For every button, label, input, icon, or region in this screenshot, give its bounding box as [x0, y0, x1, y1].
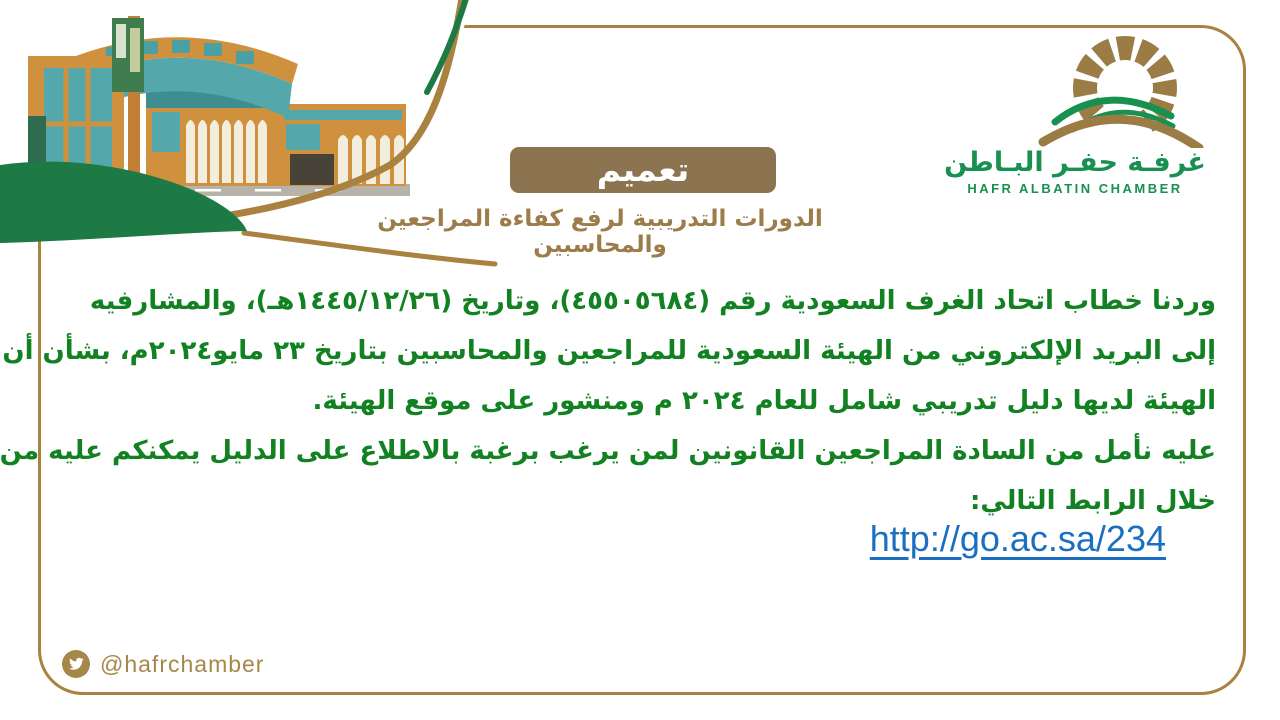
guide-link[interactable]: http://go.ac.sa/234 [869, 518, 1166, 559]
circular-subject: الدورات التدريبية لرفع كفاءة المراجعين والمحاسبين [377, 206, 823, 258]
twitter-handle: @hafrchamber [100, 650, 265, 677]
body-line: خلال الرابط التالي: [969, 486, 1216, 516]
body-line: الهيئة لديها دليل تدريبي شامل للعام ٢٠٢٤ م ومنشور على موقع الهيئة. [312, 386, 1216, 416]
logo-name-arabic: غرفـة حفـر البـاطن [944, 147, 1206, 178]
gear-dunes-emblem-icon [915, 36, 1235, 148]
logo-name-english: HAFR ALBATIN CHAMBER [967, 181, 1183, 196]
twitter-bird-icon [62, 650, 90, 678]
body-line: عليه نأمل من السادة المراجعين القانونين لمن يرغب برغبة بالاطلاع على الدليل يمكنكم عليه من [0, 436, 1216, 466]
circular-body [0, 276, 1216, 526]
body-line: إلى البريد الإلكتروني من الهيئة السعودية للمراجعين والمحاسبين بتاريخ ٢٣ مايو٢٠٢٤م، بشأن أن [2, 336, 1216, 366]
body-line: وردنا خطاب اتحاد الغرف السعودية رقم (٤٥٥٠٥٦٨٤)، وتاريخ (١٤٤٥/١٢/٢٦هـ)، والمشارفيه [89, 286, 1216, 316]
chamber-logo [915, 36, 1235, 196]
twitter-handle-row [62, 650, 264, 678]
circular-badge: تعميم [510, 147, 776, 193]
